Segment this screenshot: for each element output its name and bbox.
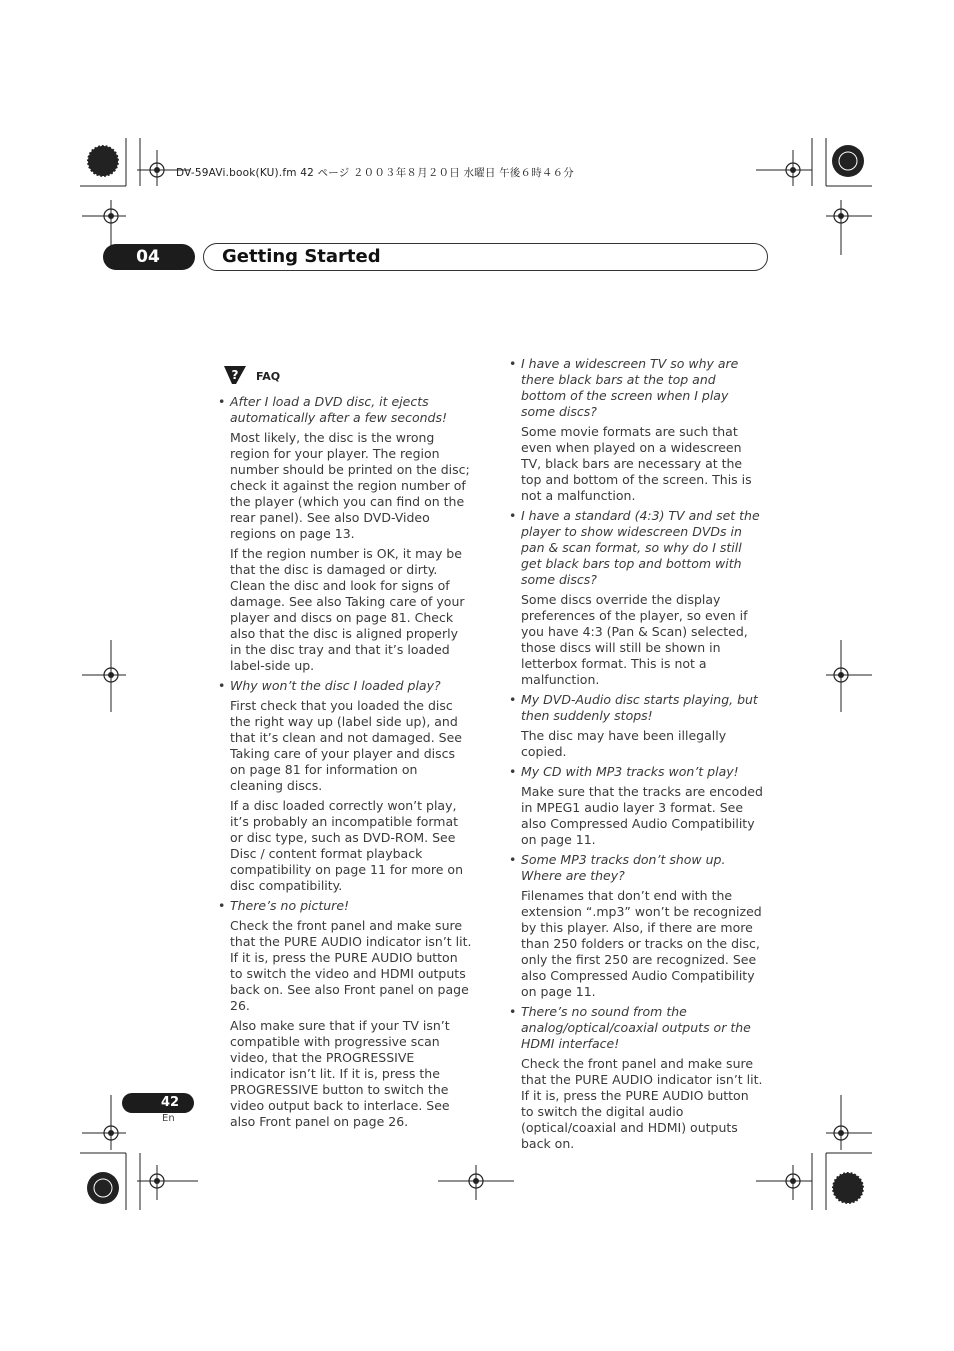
faq-question (509, 764, 764, 780)
faq-answer: Check the front panel and make sure that the PURE AUDIO indicator isn’t lit. If it is, press the PURE AUDIO button to switch the digital audio (optical/coaxial and HDMI) outputs back on. (521, 1056, 763, 1151)
faq-question (509, 692, 764, 724)
faq-answer: If the region number is OK, it may be that the disc is damaged or dirty. Clean the disc and look for signs of damage. See also Taking care of your player and discs on page 81. Check also that the disc is aligned properly in the disc tray and that it’s loaded label-side up. (230, 546, 465, 673)
faq-answer: First check that you loaded the disc the right way up (label side up), and that it’s clean and not damaged. See Taking care of your player and discs on page 81 for information on cleaning discs. (230, 698, 462, 793)
faq-left-column (218, 394, 473, 1134)
faq-heading: FAQ (256, 370, 281, 383)
faq-answer: Make sure that the tracks are encoded in MPEG1 audio layer 3 format. See also Compressed Audio Compatibility on page 11. (521, 784, 763, 847)
faq-question (218, 394, 473, 426)
faq-question (509, 356, 764, 420)
question-text: I have a widescreen TV so why are there black bars at the top and bottom of the screen when I play some discs? (521, 356, 739, 419)
faq-answer: Check the front panel and make sure that the PURE AUDIO indicator isn’t lit. If it is, press the PURE AUDIO button to switch the video and HDMI outputs back on. See also Front panel on page 26. (230, 918, 472, 1013)
question-text: There’s no picture! (230, 898, 350, 913)
question-text: My CD with MP3 tracks won’t play! (521, 764, 739, 779)
bullet: • (509, 1004, 517, 1019)
faq-answer: If a disc loaded correctly won’t play, it’s probably an incompatible format or disc type, such as DVD-ROM. See Disc / content format playback compatibility on page 11 for more on disc compatibility. (230, 798, 463, 893)
faq-answer: The disc may have been illegally copied. (521, 728, 727, 759)
bullet: • (218, 394, 226, 409)
file-header: DV-59AVi.book(KU).fm 42 ページ ２００３年８月２０日 水曜日 午後６時４６分 (176, 167, 575, 179)
bullet: • (218, 898, 226, 913)
page-language: En (162, 1113, 175, 1124)
faq-question (218, 678, 473, 694)
question-text: After I load a DVD disc, it ejects automatically after a few seconds! (230, 394, 447, 425)
faq-question (509, 852, 764, 884)
faq-answer: Some discs override the display preferences of the player, so even if you have 4:3 (Pan & Scan) selected, those discs will still be shown in letterbox format. This is not a malfunction. (521, 592, 748, 687)
page-number: 42 (160, 1095, 180, 1110)
question-text: There’s no sound from the analog/optical/coaxial outputs or the HDMI interface! (521, 1004, 751, 1051)
question-text: Why won’t the disc I loaded play? (230, 678, 441, 693)
bullet: • (509, 692, 517, 707)
faq-answer: Filenames that don’t end with the extension “.mp3” won’t be recognized by this player. Also, if there are more than 250 folders or tracks on the disc, only the first 250 are recognized. See also Compressed Audio Compatibility on page 11. (521, 888, 762, 999)
faq-question (509, 508, 764, 588)
question-text: My DVD-Audio disc starts playing, but then suddenly stops! (521, 692, 758, 723)
bullet: • (218, 678, 226, 693)
faq-question (218, 898, 473, 914)
bullet: • (509, 508, 517, 523)
faq-right-column (509, 356, 764, 1156)
faq-answer: Most likely, the disc is the wrong region for your player. The region number should be printed on the disc; check it against the region number of the player (which you can find on the rear panel). See also DVD-Video regions on page 13. (230, 430, 470, 541)
svg-text:?: ? (231, 368, 239, 382)
tip-icon (222, 364, 248, 386)
bullet: • (509, 764, 517, 779)
faq-answer: Also make sure that if your TV isn’t compatible with progressive scan video, that the PROGRESSIVE indicator isn’t lit. If it is, press the PROGRESSIVE button to switch the video output back to interlace. See also Front panel on page 26. (230, 1018, 450, 1129)
bullet: • (509, 356, 517, 371)
question-text: Some MP3 tracks don’t show up. Where are they? (521, 852, 726, 883)
faq-answer: Some movie formats are such that even when played on a widescreen TV, black bars are necessary at the top and bottom of the screen. This is not a malfunction. (521, 424, 752, 503)
question-text: I have a standard (4:3) TV and set the player to show widescreen DVDs in pan & scan format, so why do I still get black bars top and bottom with some discs? (521, 508, 760, 587)
bullet: • (509, 852, 517, 867)
chapter-title: Getting Started (222, 246, 381, 267)
chapter-number-text: 04 (136, 247, 160, 267)
faq-question (509, 1004, 764, 1052)
